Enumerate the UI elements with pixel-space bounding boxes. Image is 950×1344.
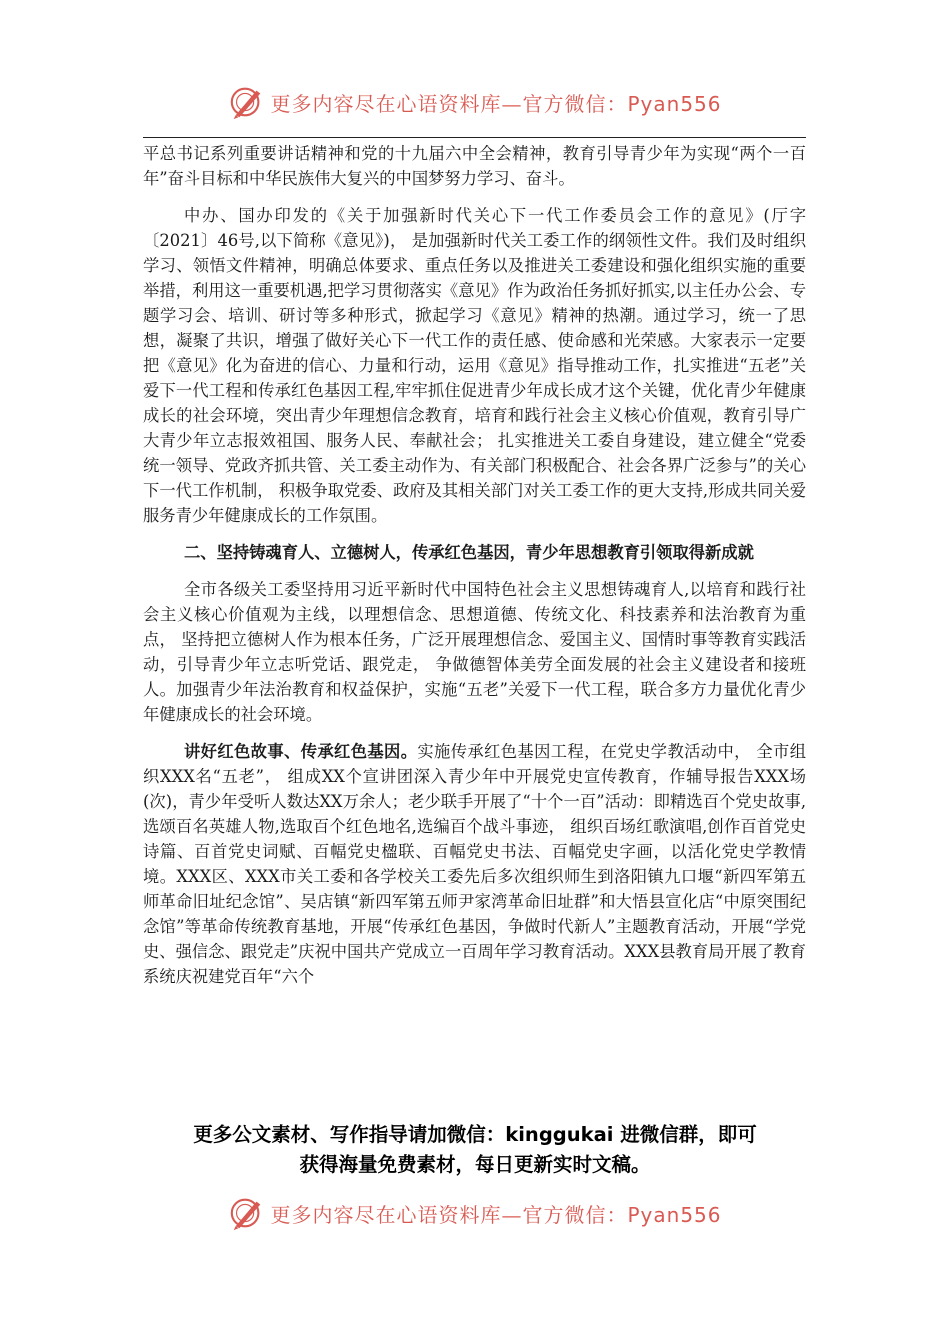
footer-banner-text (270, 1199, 721, 1228)
document-body (143, 141, 806, 989)
header-banner (0, 82, 950, 122)
paragraph-2: 中办、国办印发的《关于加强新时代关心下一代工作委员会工作的意见》(厅字〔2021〕46号,以下简称《意见》)， 是加强新时代关工委工作的纲领性文件。我们及时组织学习、领悟文件精神，明确总体要求、重点任务以及推进关工委建设和强化组织实施的重要举措，利用这一重要机遇,把学习贯彻落实《意见》作为政治任务抓好抓实,以主任办公会、专题学习会、培训、研讨等多种形式，掀起学习《意见》精神的热潮。通过学习，统一了思想，凝聚了共识，增强了做好关心下一代工作的责任感、使命感和光荣感。大家表示一定要把《意见》化为奋进的信心、力量和行动，运用《意见》指导推动工作，扎实推进“五老”关爱下一代工程和传承红色基因工程,牢牢抓住促进青少年成长成才这个关键，优化青少年健康成长的社会环境，突出青少年理想信念教育，培育和践行社会主义核心价值观，教育引导广大青少年立志报效祖国、服务人民、奉献社会； 扎实推进关工委自身建设，建立健全“党委统一领导、党政齐抓共管、关工委主动作为、有关部门积极配合、社会各界广泛参与”的关心下一代工作机制， 积极争取党委、政府及其相关部门对关工委工作的更大支持,形成共同关爱服务青少年健康成长的工作氛围。 (143, 206, 806, 525)
header-banner-text (270, 88, 721, 117)
pen-logo-icon (228, 1194, 266, 1232)
paragraph-3: 全市各级关工委坚持用习近平新时代中国特色社会主义思想铸魂育人,以培育和践行社会主义核心价值观为主线，以理想信念、思想道德、传统文化、科技素养和法治教育为重点， 坚持把立德树人作为根本任务，广泛开展理想信念、爱国主义、国情时事等教育实践活动，引导青少年立志听党话、跟党走， 争做德智体美劳全面发展的社会主义建设者和接班人。加强青少年法治教育和权益保护，实施“五老”关爱下一代工程，联合多方力量优化青少年健康成长的社会环境。 (143, 580, 806, 724)
footer-wechat-id: Pyan556 (627, 1202, 722, 1227)
promo-notice (0, 1120, 950, 1180)
footer-banner-title: 更多内容尽在心语资料库—官方微信： (270, 1202, 628, 1227)
header-divider (143, 137, 806, 138)
paragraph-1: 平总书记系列重要讲话精神和党的十九届六中全会精神，教育引导青少年为实现“两个一百年”奋斗目标和中华民族伟大复兴的中国梦努力学习、奋斗。 (143, 144, 806, 188)
pen-logo-icon (228, 83, 266, 121)
section-heading-2: 二、坚持铸魂育人、立德树人，传承红色基因，青少年思想教育引领取得新成就 (184, 543, 754, 562)
footer-banner (0, 1193, 950, 1233)
paragraph-4 (143, 739, 806, 989)
header-wechat-id: Pyan556 (627, 91, 722, 116)
promo-line-1: 更多公文素材、写作指导请加微信：kinggukai 进微信群，即可 (193, 1123, 757, 1146)
promo-line-2: 获得海量免费素材，每日更新实时文稿。 (299, 1153, 651, 1176)
header-banner-title: 更多内容尽在心语资料库—官方微信： (270, 91, 628, 116)
paragraph-4-body: 实施传承红色基因工程，在党史学教活动中， 全市组织XXX名“五老”， 组成XX个宣讲团深入青少年中开展党史宣传教育，作辅导报告XXX场(次)，青少年受听人数达XX万余人；老少联手开展了“十个一百”活动：即精选百个党史故事,选颂百名英雄人物,选取百个红色地名,选编百个战斗事迹， 组织百场红歌演唱,创作百首党史诗篇、百首党史词赋、百幅党史楹联、百幅党史书法、百幅党史字画，以活化党史学教情境。XXX区、XXX市关工委和各学校关工委先后多次组织师生到洛阳镇九口堰“新四军第五师革命旧址纪念馆”、吴店镇“新四军第五师尹家湾革命旧址群”和大悟县宣化店“中原突围纪念馆”等革命传统教育基地，开展“传承红色基因，争做时代新人”主题教育活动，开展“学党史、强信念、跟党走”庆祝中国共产党成立一百周年学习教育活动。XXX县教育局开展了教育系统庆祝建党百年“六个 (143, 742, 806, 986)
paragraph-4-lead: 讲好红色故事、传承红色基因。 (184, 742, 418, 761)
